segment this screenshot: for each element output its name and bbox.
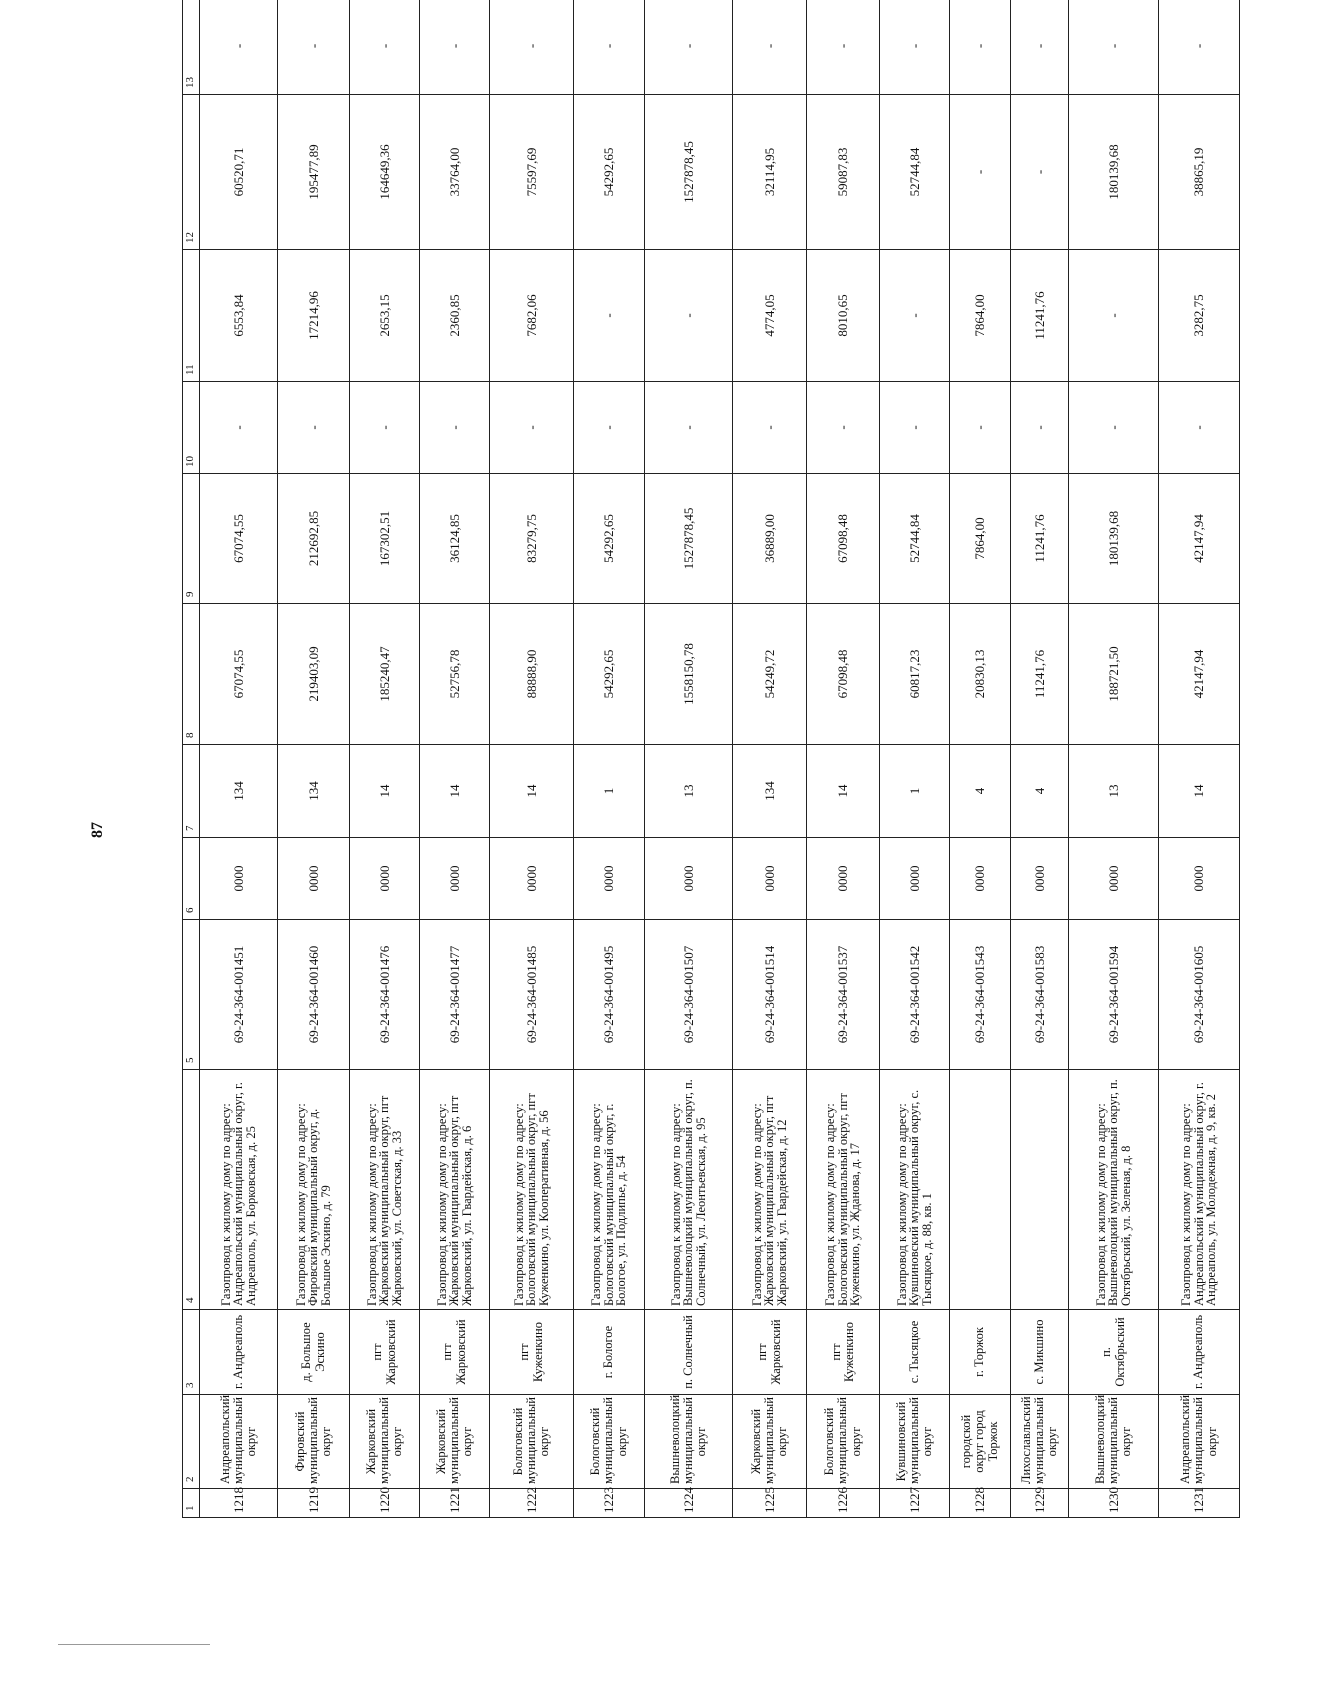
value-col11-cell: 7864,00 bbox=[950, 250, 1011, 382]
category-cell: 4 bbox=[950, 745, 1011, 838]
row-number: 1226 bbox=[807, 1489, 880, 1518]
district-cell: городской округ город Торжок bbox=[950, 1395, 1011, 1489]
row-number: 1220 bbox=[350, 1489, 420, 1518]
value-col11-cell: 11241,76 bbox=[1011, 250, 1069, 382]
value-col9-cell: 52744,84 bbox=[880, 474, 950, 604]
cadastral-number-cell: 69-24-364-001543 bbox=[950, 920, 1011, 1070]
district-cell: Вышневолоцкий муниципальный округ bbox=[645, 1395, 733, 1489]
address-cell: Газопровод к жилому дому по адресу: Бологовский муниципальный округ, пгт Куженкино, ул. Кооперативная, д. 56 bbox=[490, 1070, 574, 1310]
address-cell: Газопровод к жилому дому по адресу: Андреапольский муниципальный округ, г. Андреаполь, ул. Борковская, д. 25 bbox=[200, 1070, 278, 1310]
value-col10-cell: - bbox=[1011, 382, 1069, 474]
code-cell: 0000 bbox=[1069, 838, 1159, 920]
table-container bbox=[182, 43, 1322, 1518]
column-header: 8 bbox=[183, 604, 200, 745]
column-header: 10 bbox=[183, 382, 200, 474]
value-col8-cell: 219403,09 bbox=[278, 604, 350, 745]
district-cell: Кувшиновский муниципальный округ bbox=[880, 1395, 950, 1489]
cadastral-number-cell: 69-24-364-001477 bbox=[420, 920, 490, 1070]
table-row bbox=[880, 0, 950, 1518]
code-cell: 0000 bbox=[574, 838, 645, 920]
table-row bbox=[950, 0, 1011, 1518]
value-col8-cell: 88888,90 bbox=[490, 604, 574, 745]
code-cell: 0000 bbox=[645, 838, 733, 920]
page-number: 87 bbox=[89, 822, 106, 838]
column-header: 1 bbox=[183, 1489, 200, 1518]
value-col12-cell: 195477,89 bbox=[278, 95, 350, 250]
code-cell: 0000 bbox=[1159, 838, 1240, 920]
value-col10-cell: - bbox=[200, 382, 278, 474]
table-body bbox=[200, 0, 1240, 1518]
value-col10-cell: - bbox=[1159, 382, 1240, 474]
district-cell: Вышневолоцкий муниципальный округ bbox=[1069, 1395, 1159, 1489]
address-cell: Газопровод к жилому дому по адресу: Бологовский муниципальный округ, пгт Куженкино, ул. Жданова, д. 17 bbox=[807, 1070, 880, 1310]
address-cell: Газопровод к жилому дому по адресу: Вышневолоцкий муниципальный округ, п. Октябрьский, ул. Зеленая, д. 8 bbox=[1069, 1070, 1159, 1310]
cadastral-number-cell: 69-24-364-001537 bbox=[807, 920, 880, 1070]
cadastral-number-cell: 69-24-364-001495 bbox=[574, 920, 645, 1070]
table-row bbox=[733, 0, 807, 1518]
column-header: 5 bbox=[183, 920, 200, 1070]
value-col9-cell: 212692,85 bbox=[278, 474, 350, 604]
locality-cell: п. Октябрьский bbox=[1069, 1310, 1159, 1395]
code-cell: 0000 bbox=[807, 838, 880, 920]
address-cell bbox=[1011, 1070, 1069, 1310]
locality-cell: г. Андреаполь bbox=[1159, 1310, 1240, 1395]
cadastral-number-cell: 69-24-364-001594 bbox=[1069, 920, 1159, 1070]
row-number: 1223 bbox=[574, 1489, 645, 1518]
value-col11-cell: - bbox=[880, 250, 950, 382]
value-col12-cell: 32114,95 bbox=[733, 95, 807, 250]
cadastral-number-cell: 69-24-364-001460 bbox=[278, 920, 350, 1070]
value-col13-cell: - bbox=[1159, 0, 1240, 95]
column-header: 2 bbox=[183, 1395, 200, 1489]
value-col12-cell: 38865,19 bbox=[1159, 95, 1240, 250]
value-col10-cell: - bbox=[950, 382, 1011, 474]
value-col10-cell: - bbox=[807, 382, 880, 474]
district-cell: Лихославльский муниципальный округ bbox=[1011, 1395, 1069, 1489]
cadastral-number-cell: 69-24-364-001476 bbox=[350, 920, 420, 1070]
value-col8-cell: 54249,72 bbox=[733, 604, 807, 745]
footer-line bbox=[58, 1644, 210, 1647]
value-col9-cell: 67098,48 bbox=[807, 474, 880, 604]
value-col9-cell: 11241,76 bbox=[1011, 474, 1069, 604]
locality-cell: пгт Куженкино bbox=[490, 1310, 574, 1395]
value-col13-cell: - bbox=[950, 0, 1011, 95]
value-col12-cell: 180139,68 bbox=[1069, 95, 1159, 250]
value-col8-cell: 67074,55 bbox=[200, 604, 278, 745]
code-cell: 0000 bbox=[733, 838, 807, 920]
locality-cell: г. Бологое bbox=[574, 1310, 645, 1395]
category-cell: 4 bbox=[1011, 745, 1069, 838]
category-cell: 13 bbox=[1069, 745, 1159, 838]
value-col9-cell: 36124,85 bbox=[420, 474, 490, 604]
row-number: 1229 bbox=[1011, 1489, 1069, 1518]
value-col10-cell: - bbox=[490, 382, 574, 474]
value-col11-cell: 4774,05 bbox=[733, 250, 807, 382]
value-col12-cell: 33764,00 bbox=[420, 95, 490, 250]
district-cell: Бологовский муниципальный округ bbox=[574, 1395, 645, 1489]
address-cell: Газопровод к жилому дому по адресу: Андреапольский муниципальный округ, г. Андреаполь, ул. Молодежная, д. 9, кв. 2 bbox=[1159, 1070, 1240, 1310]
locality-cell: с. Микшино bbox=[1011, 1310, 1069, 1395]
row-number: 1228 bbox=[950, 1489, 1011, 1518]
value-col10-cell: - bbox=[1069, 382, 1159, 474]
address-cell: Газопровод к жилому дому по адресу: Жарковский муниципальный округ, пгт Жарковский, ул. Советская, д. 33 bbox=[350, 1070, 420, 1310]
address-cell bbox=[950, 1070, 1011, 1310]
value-col13-cell: - bbox=[420, 0, 490, 95]
cadastral-number-cell: 69-24-364-001507 bbox=[645, 920, 733, 1070]
locality-cell: пгт Жарковский bbox=[733, 1310, 807, 1395]
category-cell: 14 bbox=[807, 745, 880, 838]
column-header: 9 bbox=[183, 474, 200, 604]
value-col10-cell: - bbox=[574, 382, 645, 474]
locality-cell: с. Тысяцкое bbox=[880, 1310, 950, 1395]
value-col13-cell: - bbox=[200, 0, 278, 95]
value-col9-cell: 54292,65 bbox=[574, 474, 645, 604]
column-header: 4 bbox=[183, 1070, 200, 1310]
row-number: 1225 bbox=[733, 1489, 807, 1518]
category-cell: 13 bbox=[645, 745, 733, 838]
value-col13-cell: - bbox=[645, 0, 733, 95]
value-col10-cell: - bbox=[645, 382, 733, 474]
value-col12-cell: 52744,84 bbox=[880, 95, 950, 250]
code-cell: 0000 bbox=[880, 838, 950, 920]
value-col8-cell: 67098,48 bbox=[807, 604, 880, 745]
value-col10-cell: - bbox=[733, 382, 807, 474]
address-cell: Газопровод к жилому дому по адресу: Фировский муниципальный округ, д. Большое Эскино, д. 79 bbox=[278, 1070, 350, 1310]
value-col11-cell: 2360,85 bbox=[420, 250, 490, 382]
value-col11-cell: - bbox=[645, 250, 733, 382]
category-cell: 134 bbox=[200, 745, 278, 838]
value-col9-cell: 42147,94 bbox=[1159, 474, 1240, 604]
cadastral-number-cell: 69-24-364-001451 bbox=[200, 920, 278, 1070]
value-col8-cell: 52756,78 bbox=[420, 604, 490, 745]
cadastral-number-cell: 69-24-364-001514 bbox=[733, 920, 807, 1070]
value-col8-cell: 20830,13 bbox=[950, 604, 1011, 745]
value-col11-cell: - bbox=[574, 250, 645, 382]
value-col9-cell: 1527878,45 bbox=[645, 474, 733, 604]
cadastral-number-cell: 69-24-364-001583 bbox=[1011, 920, 1069, 1070]
value-col10-cell: - bbox=[278, 382, 350, 474]
category-cell: 1 bbox=[880, 745, 950, 838]
value-col12-cell: - bbox=[1011, 95, 1069, 250]
code-cell: 0000 bbox=[1011, 838, 1069, 920]
value-col11-cell: 6553,84 bbox=[200, 250, 278, 382]
code-cell: 0000 bbox=[278, 838, 350, 920]
row-number: 1230 bbox=[1069, 1489, 1159, 1518]
district-cell: Андреапольский муниципальный округ bbox=[1159, 1395, 1240, 1489]
value-col13-cell: - bbox=[733, 0, 807, 95]
column-header: 6 bbox=[183, 838, 200, 920]
value-col12-cell: 59087,83 bbox=[807, 95, 880, 250]
district-cell: Фировский муниципальный округ bbox=[278, 1395, 350, 1489]
value-col13-cell: - bbox=[350, 0, 420, 95]
header-row bbox=[183, 0, 200, 1518]
row-number: 1222 bbox=[490, 1489, 574, 1518]
value-col10-cell: - bbox=[420, 382, 490, 474]
district-cell: Андреапольский муниципальный округ bbox=[200, 1395, 278, 1489]
register-table bbox=[182, 0, 1240, 1518]
category-cell: 134 bbox=[278, 745, 350, 838]
value-col12-cell: 54292,65 bbox=[574, 95, 645, 250]
address-cell: Газопровод к жилому дому по адресу: Бологовский муниципальный округ, г. Бологое, ул. Подлипье, д. 54 bbox=[574, 1070, 645, 1310]
column-header: 3 bbox=[183, 1310, 200, 1395]
value-col13-cell: - bbox=[574, 0, 645, 95]
category-cell: 14 bbox=[490, 745, 574, 838]
value-col10-cell: - bbox=[350, 382, 420, 474]
column-header: 11 bbox=[183, 250, 200, 382]
value-col8-cell: 54292,65 bbox=[574, 604, 645, 745]
row-number: 1227 bbox=[880, 1489, 950, 1518]
table-row bbox=[200, 0, 278, 1518]
table-row bbox=[645, 0, 733, 1518]
category-cell: 14 bbox=[1159, 745, 1240, 838]
locality-cell: пгт Куженкино bbox=[807, 1310, 880, 1395]
row-number: 1218 bbox=[200, 1489, 278, 1518]
table-row bbox=[574, 0, 645, 1518]
row-number: 1221 bbox=[420, 1489, 490, 1518]
code-cell: 0000 bbox=[350, 838, 420, 920]
table-row bbox=[1069, 0, 1159, 1518]
code-cell: 0000 bbox=[490, 838, 574, 920]
value-col12-cell: 1527878,45 bbox=[645, 95, 733, 250]
value-col8-cell: 185240,47 bbox=[350, 604, 420, 745]
value-col12-cell: 164649,36 bbox=[350, 95, 420, 250]
value-col8-cell: 188721,50 bbox=[1069, 604, 1159, 745]
value-col12-cell: - bbox=[950, 95, 1011, 250]
cadastral-number-cell: 69-24-364-001542 bbox=[880, 920, 950, 1070]
value-col11-cell: 17214,96 bbox=[278, 250, 350, 382]
address-cell: Газопровод к жилому дому по адресу: Жарковский муниципальный округ, пгт Жарковский, ул. Гвардейская, д. 12 bbox=[733, 1070, 807, 1310]
value-col13-cell: - bbox=[880, 0, 950, 95]
table-row bbox=[490, 0, 574, 1518]
district-cell: Бологовский муниципальный округ bbox=[490, 1395, 574, 1489]
code-cell: 0000 bbox=[950, 838, 1011, 920]
table-row bbox=[350, 0, 420, 1518]
table-row bbox=[807, 0, 880, 1518]
district-cell: Бологовский муниципальный округ bbox=[807, 1395, 880, 1489]
value-col13-cell: - bbox=[1011, 0, 1069, 95]
table-row bbox=[278, 0, 350, 1518]
district-cell: Жарковский муниципальный округ bbox=[420, 1395, 490, 1489]
category-cell: 14 bbox=[420, 745, 490, 838]
value-col13-cell: - bbox=[278, 0, 350, 95]
value-col13-cell: - bbox=[807, 0, 880, 95]
table-row bbox=[1011, 0, 1069, 1518]
value-col12-cell: 75597,69 bbox=[490, 95, 574, 250]
table-row bbox=[420, 0, 490, 1518]
rotated-table-frame bbox=[182, 43, 1322, 1518]
row-number: 1219 bbox=[278, 1489, 350, 1518]
category-cell: 14 bbox=[350, 745, 420, 838]
locality-cell: пгт Жарковский bbox=[420, 1310, 490, 1395]
value-col11-cell: 3282,75 bbox=[1159, 250, 1240, 382]
district-cell: Жарковский муниципальный округ bbox=[350, 1395, 420, 1489]
category-cell: 134 bbox=[733, 745, 807, 838]
value-col13-cell: - bbox=[1069, 0, 1159, 95]
category-cell: 1 bbox=[574, 745, 645, 838]
address-cell: Газопровод к жилому дому по адресу: Жарковский муниципальный округ, пгт Жарковский, ул. Гвардейская, д. 6 bbox=[420, 1070, 490, 1310]
value-col11-cell: - bbox=[1069, 250, 1159, 382]
value-col11-cell: 8010,65 bbox=[807, 250, 880, 382]
locality-cell: г. Андреаполь bbox=[200, 1310, 278, 1395]
code-cell: 0000 bbox=[200, 838, 278, 920]
value-col9-cell: 67074,55 bbox=[200, 474, 278, 604]
address-cell: Газопровод к жилому дому по адресу: Кувшиновский муниципальный округ, с. Тысяцкое, д. 88, кв. 1 bbox=[880, 1070, 950, 1310]
locality-cell: г. Торжок bbox=[950, 1310, 1011, 1395]
value-col8-cell: 1558150,78 bbox=[645, 604, 733, 745]
cadastral-number-cell: 69-24-364-001485 bbox=[490, 920, 574, 1070]
code-cell: 0000 bbox=[420, 838, 490, 920]
row-number: 1224 bbox=[645, 1489, 733, 1518]
district-cell: Жарковский муниципальный округ bbox=[733, 1395, 807, 1489]
column-header: 7 bbox=[183, 745, 200, 838]
value-col9-cell: 7864,00 bbox=[950, 474, 1011, 604]
row-number: 1231 bbox=[1159, 1489, 1240, 1518]
value-col8-cell: 42147,94 bbox=[1159, 604, 1240, 745]
value-col10-cell: - bbox=[880, 382, 950, 474]
value-col8-cell: 11241,76 bbox=[1011, 604, 1069, 745]
value-col8-cell: 60817,23 bbox=[880, 604, 950, 745]
value-col11-cell: 2653,15 bbox=[350, 250, 420, 382]
value-col9-cell: 36889,00 bbox=[733, 474, 807, 604]
column-header: 13 bbox=[183, 0, 200, 95]
value-col9-cell: 167302,51 bbox=[350, 474, 420, 604]
address-cell: Газопровод к жилому дому по адресу: Вышневолоцкий муниципальный округ, п. Солнечный, ул. Леонтьевская, д. 95 bbox=[645, 1070, 733, 1310]
locality-cell: д. Большое Эскино bbox=[278, 1310, 350, 1395]
value-col13-cell: - bbox=[490, 0, 574, 95]
column-header: 12 bbox=[183, 95, 200, 250]
cadastral-number-cell: 69-24-364-001605 bbox=[1159, 920, 1240, 1070]
value-col9-cell: 83279,75 bbox=[490, 474, 574, 604]
value-col12-cell: 60520,71 bbox=[200, 95, 278, 250]
table-row bbox=[1159, 0, 1240, 1518]
locality-cell: пгт Жарковский bbox=[350, 1310, 420, 1395]
locality-cell: п. Солнечный bbox=[645, 1310, 733, 1395]
value-col9-cell: 180139,68 bbox=[1069, 474, 1159, 604]
value-col11-cell: 7682,06 bbox=[490, 250, 574, 382]
